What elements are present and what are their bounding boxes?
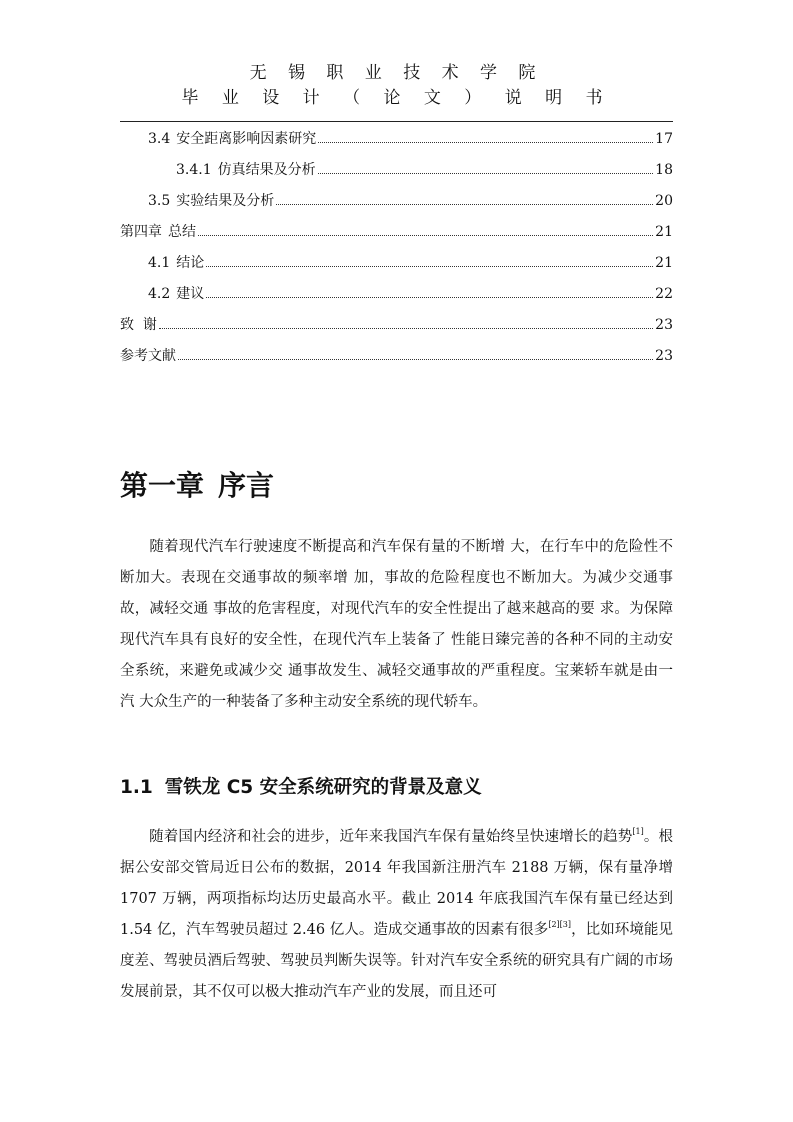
toc-entry-number: 4.1 — [148, 255, 171, 271]
toc-entry-title: 结论 — [176, 255, 205, 271]
toc-leader — [276, 203, 653, 205]
paragraph-text: ，比如环境能见度差、驾驶员酒后驾驶、驾驶员判断失误等。针对汽车安全系统的研究具有广阔的市场发展前景，其不仅可以极大推动汽车产业的发展，而且还可 — [120, 922, 673, 1000]
toc-entry-title: 总结 — [168, 224, 196, 240]
citation-ref[interactable]: [2][3] — [548, 920, 571, 929]
toc-entry[interactable] — [120, 347, 673, 365]
toc-entry-number: 3.4.1 — [176, 162, 212, 178]
section-number: 1.1 — [120, 777, 153, 798]
toc-entry-page: 21 — [655, 255, 673, 271]
toc-entry[interactable] — [120, 130, 673, 148]
toc-entry-page: 23 — [655, 348, 673, 364]
toc-entry[interactable] — [120, 285, 673, 303]
toc-entry-title: 致 谢 — [120, 317, 157, 333]
section-paragraph — [120, 822, 673, 1008]
toc-leader — [318, 141, 653, 143]
chapter-name: 序言 — [218, 469, 275, 502]
paragraph-text: 随着国内经济和社会的进步，近年来我国汽车保有量始终呈快速增长的趋势 — [149, 829, 633, 845]
toc-entry[interactable] — [120, 223, 673, 241]
toc-entry-page: 20 — [655, 193, 673, 209]
toc-entry-page: 23 — [655, 317, 673, 333]
toc-entry-title: 建议 — [176, 286, 205, 302]
toc-entry-page: 18 — [655, 162, 673, 178]
header-document-type: 毕 业 设 计 （ 论 文 ） 说 明 书 — [181, 88, 612, 108]
toc-entry-page: 22 — [655, 286, 673, 302]
header-rule — [120, 121, 673, 122]
chapter-intro-paragraph — [120, 532, 673, 718]
chapter-title — [120, 464, 274, 504]
toc-leader — [178, 358, 653, 360]
toc-entry-number: 第四章 — [120, 224, 162, 240]
toc-entry-title: 安全距离影响因素研究 — [176, 131, 317, 147]
paragraph-text: 。根据公安部交管局近日公布的数据，2014 年我国新注册汽车 2188 万辆，保有量净增 1707 万辆，两项指标均达历史最高水平。截止 2014 年底我国汽车保有量已经达到 1.54 亿，汽车驾驶员超过 2.46 亿人。造成交通事故的因素有很多 — [120, 829, 674, 938]
toc-entry-page: 17 — [655, 131, 673, 147]
toc-entry[interactable] — [120, 161, 673, 179]
toc-entry-title: 实验结果及分析 — [176, 193, 275, 209]
toc-entry-title: 仿真结果及分析 — [217, 162, 316, 178]
toc-leader — [198, 234, 653, 236]
section-title: 雪铁龙 C5 安全系统研究的背景及意义 — [164, 777, 482, 798]
paragraph-text: 随着现代汽车行驶速度不断提高和汽车保有量的不断增 大，在行车中的危险性不断加大。表现在交通事故的频率增 加，事故的危险程度也不断加大。为减少交通事故，减轻交通 事故的危害程度，对现代汽车的安全性提出了越来越高的要 求。为保障现代汽车具有良好的安全性，在现代汽车上装备了 性能日臻完善的各种不同的主动安全系统，来避免或减少交 通事故发生、减轻交通事故的严重程度。宝莱轿车就是由一汽 大众生产的一种装备了多种主动安全系统的现代轿车。 — [120, 539, 673, 710]
toc-entry-number: 4.2 — [148, 286, 171, 302]
toc-entry-number: 3.5 — [148, 193, 171, 209]
section-heading — [120, 773, 482, 799]
toc-leader — [206, 265, 653, 267]
chapter-number: 第一章 — [120, 469, 205, 502]
citation-ref[interactable]: [1] — [632, 827, 644, 836]
toc-leader — [159, 327, 653, 329]
toc-entry-page: 21 — [655, 224, 673, 240]
toc-entry-number: 3.4 — [148, 131, 171, 147]
toc-entry[interactable] — [120, 192, 673, 210]
header-institution: 无 锡 职 业 技 术 学 院 — [249, 63, 544, 83]
toc-entry-title: 参考文献 — [120, 348, 176, 364]
toc-entry[interactable] — [120, 316, 673, 334]
toc-leader — [318, 172, 654, 174]
toc-entry[interactable] — [120, 254, 673, 272]
toc-leader — [206, 296, 653, 298]
